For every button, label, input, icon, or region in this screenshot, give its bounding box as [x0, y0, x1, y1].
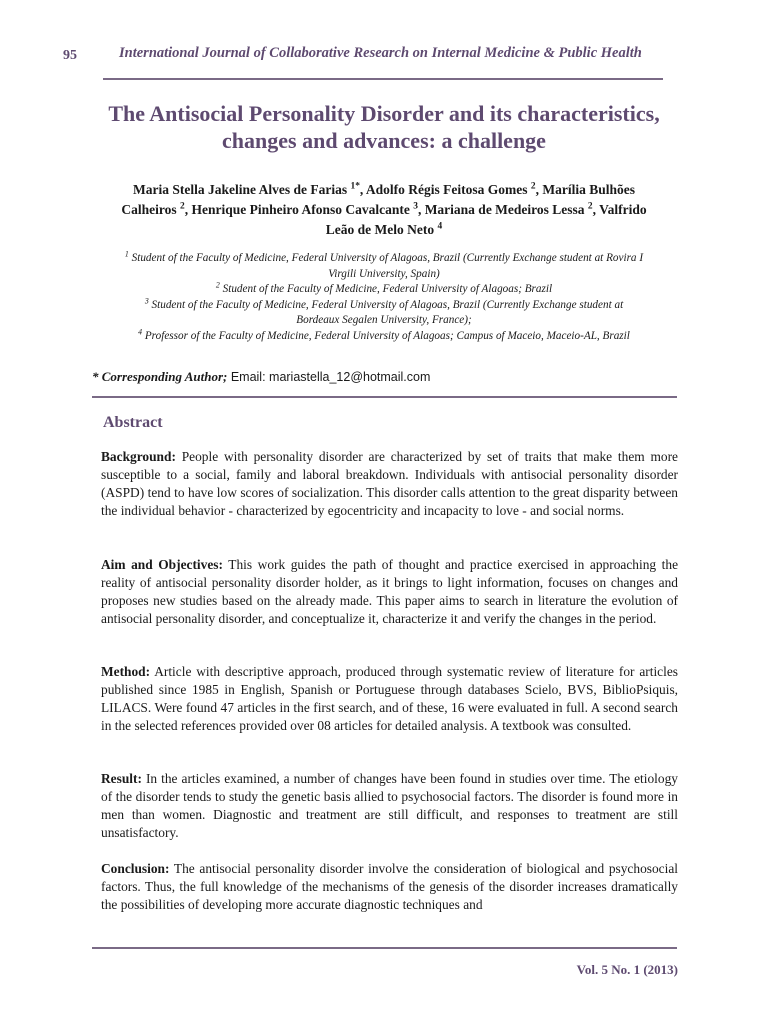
page-number: 95: [63, 48, 77, 63]
abstract-divider: [92, 396, 677, 398]
abstract-conclusion: Conclusion: The antisocial personality disorder involve the consideration of biological and psychosocial factors. Thus, the full knowledge of the mechanisms of the genesis of the disorder increases dramatically the possibilities of developing more accurate diagnostic techniques and: [101, 861, 678, 912]
footer-divider: [92, 947, 677, 949]
title-line-1: The Antisocial Personality Disorder and its characteristics,: [108, 101, 660, 126]
affiliation-1-cont: Virgili University, Spain): [328, 267, 440, 280]
email-label: Email:: [227, 370, 270, 384]
abstract-method: Method: Article with descriptive approach, produced through systematic review of literature for articles published since 1985 in English, Spanish or Portuguese through databases Scielo, BVS, BiblioPsiquis, LILACS. Were found 47 articles in the first search, and of these, 16 were evaluated in full. A second search in the selected references provided over 08 articles for detailed analysis. A textbook was consulted.: [101, 664, 678, 733]
affiliation-3-cont: Bordeaux Segalen University, France);: [296, 314, 472, 326]
abstract-result: Result: In the articles examined, a number of changes have been found in studies over time. The etiology of the disorder tends to study the genetic basis allied to psychosocial factors. The disorder is found more in men than women. Diagnostic and treatment are still difficult, and responses to treatment are still unsatisfactory.: [101, 771, 678, 840]
volume-info: Vol. 5 No. 1 (2013): [576, 962, 678, 977]
abstract-heading: Abstract: [103, 414, 163, 431]
email-address[interactable]: mariastella_12@hotmail.com: [269, 370, 431, 384]
title-line-2: changes and advances: a challenge: [222, 128, 546, 153]
article-title: [0, 100, 768, 154]
author-line-2: Calheiros $^2$, Henrique Pinheiro Afonso Cavalcante $^3$, Mariana de Medeiros Lessa $^2$, Valfrido: [121, 201, 647, 217]
affiliation-1: $^1$ Student of the Faculty of Medicine, Federal University of Alagoas, Brazil (Currently Exchange student at Rovira I: [124, 249, 644, 264]
affiliation-2: $^2$ Student of the Faculty of Medicine, Federal University of Alagoas; Brazil: [215, 280, 553, 295]
abstract-aim: Aim and Objectives: This work guides the path of thought and practice exercised in approaching the reality of antisocial personality disorder holder, as it brings to light information, focuses on changes and proposes new studies based on the already made. This paper aims to search in literature the evolution of antisocial personality disorder, and conceptualize it, characterize it and verify the changes in the period.: [101, 557, 679, 626]
journal-title: International Journal of Collaborative Research on Internal Medicine & Public Health: [119, 45, 642, 61]
abstract-background: Background: People with personality disorder are characterized by set of traits that make them more susceptible to a social, family and laboral breakdown. Individuals with antisocial personality disorder (ASPD) tend to have low scores of socialization. This disorder calls attention to the great disparity between the individual behavior - characterized by egocentricity and incapacity to love - and social norms.: [101, 449, 678, 518]
affiliations: [80, 251, 688, 344]
header-divider: [103, 78, 663, 80]
affiliation-4: $^4$ Professor of the Faculty of Medicine, Federal University of Alagoas; Campus of Maceio, Maceio-AL, Brazil: [138, 326, 630, 342]
affiliation-3: $^3$ Student of the Faculty of Medicine, Federal University of Alagoas, Brazil (Currently Exchange student at: [144, 295, 624, 311]
author-list: [90, 180, 678, 240]
author-line-3: Leão de Melo Neto $^4$: [325, 221, 443, 237]
corresponding-label: * Corresponding Author;: [92, 369, 228, 384]
author-line-1: Maria Stella Jakeline Alves de Farias $^{1*}$, Adolfo Régis Feitosa Gomes $^2$, Marília Bulhões: [132, 181, 636, 197]
corresponding-author: [92, 369, 430, 385]
